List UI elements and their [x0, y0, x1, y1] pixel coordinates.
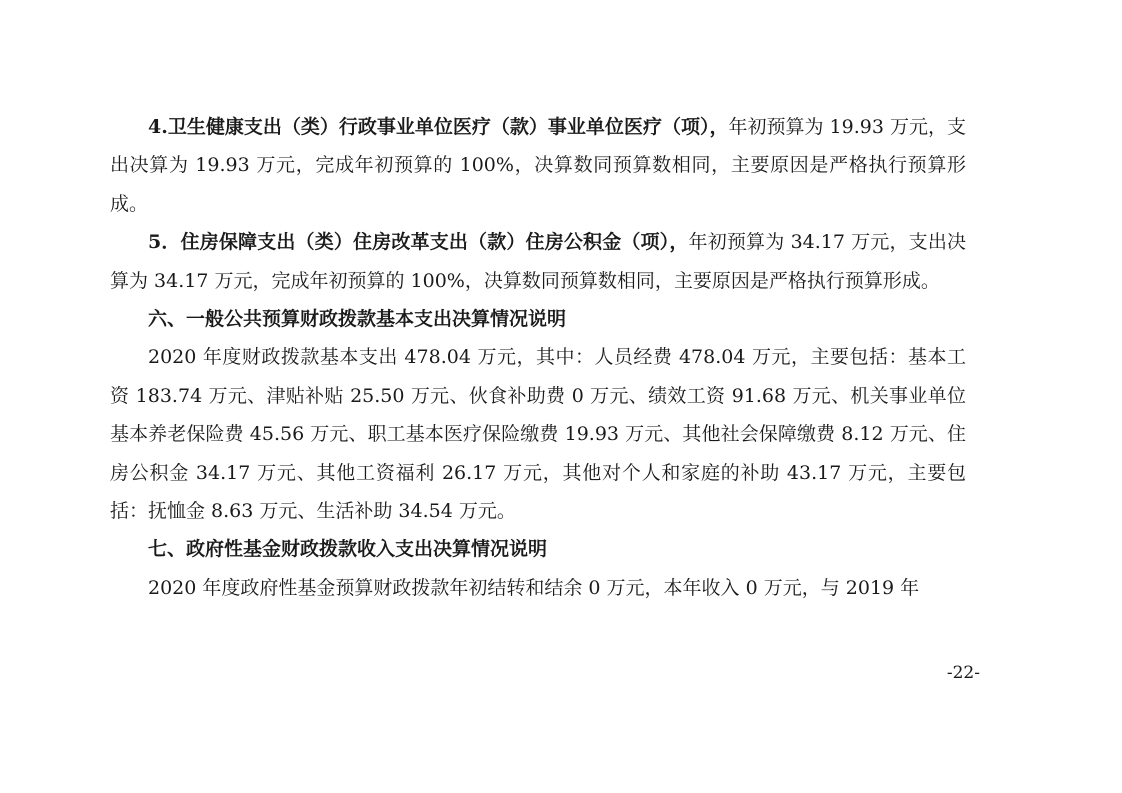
paragraph-lead: 4.卫生健康支出（类）行政事业单位医疗（款）事业单位医疗（项），: [148, 116, 729, 138]
page-number: -22-: [946, 663, 980, 683]
paragraph-government-fund: 2020 年度政府性基金预算财政拨款年初结转和结余 0 万元，本年收入 0 万元，与 2019 年: [148, 576, 920, 599]
document-body: [110, 108, 966, 607]
section-heading-basic-expenditure: 六、一般公共预算财政拨款基本支出决算情况说明: [148, 308, 567, 331]
paragraph-lead: 5．住房保障支出（类）住房改革支出（款）住房公积金（项），: [148, 231, 689, 254]
paragraph-housing-expenditure: [110, 223, 966, 300]
paragraph-basic-expenditure: 2020 年度财政拨款基本支出 478.04 万元，其中：人员经费 478.04 万元，主要包括：基本工资 183.74 万元、津贴补贴 25.50 万元、伙食补助费 0 万元、绩效工资 91.68 万元、机关事业单位基本养老保险费 45.56 万元、职工基本医疗保险缴费 19.93 万元、其他社会保障缴费 8.12 万元、住房公积金 34.17 万元、其他工资福利 26.17 万元，其他对个人和家庭的补助 43.17 万元，主要包括：抚恤金 8.63 万元、生活补助 34.54 万元。: [110, 346, 966, 523]
paragraph-text: 年初预算为 19.93 万元，支出决算为 19.93 万元，完成年初预算的 100%，决算数同预算数相同，主要原因是严格执行预算形成。: [110, 116, 966, 215]
section-heading-government-fund: 七、政府性基金财政拨款收入支出决算情况说明: [148, 538, 548, 561]
paragraph-health-expenditure: [110, 108, 966, 223]
paragraph-text: 年初预算为 34.17 万元，支出决算为 34.17 万元，完成年初预算的 100%，决算数同预算数相同，主要原因是严格执行预算形成。: [110, 231, 966, 292]
